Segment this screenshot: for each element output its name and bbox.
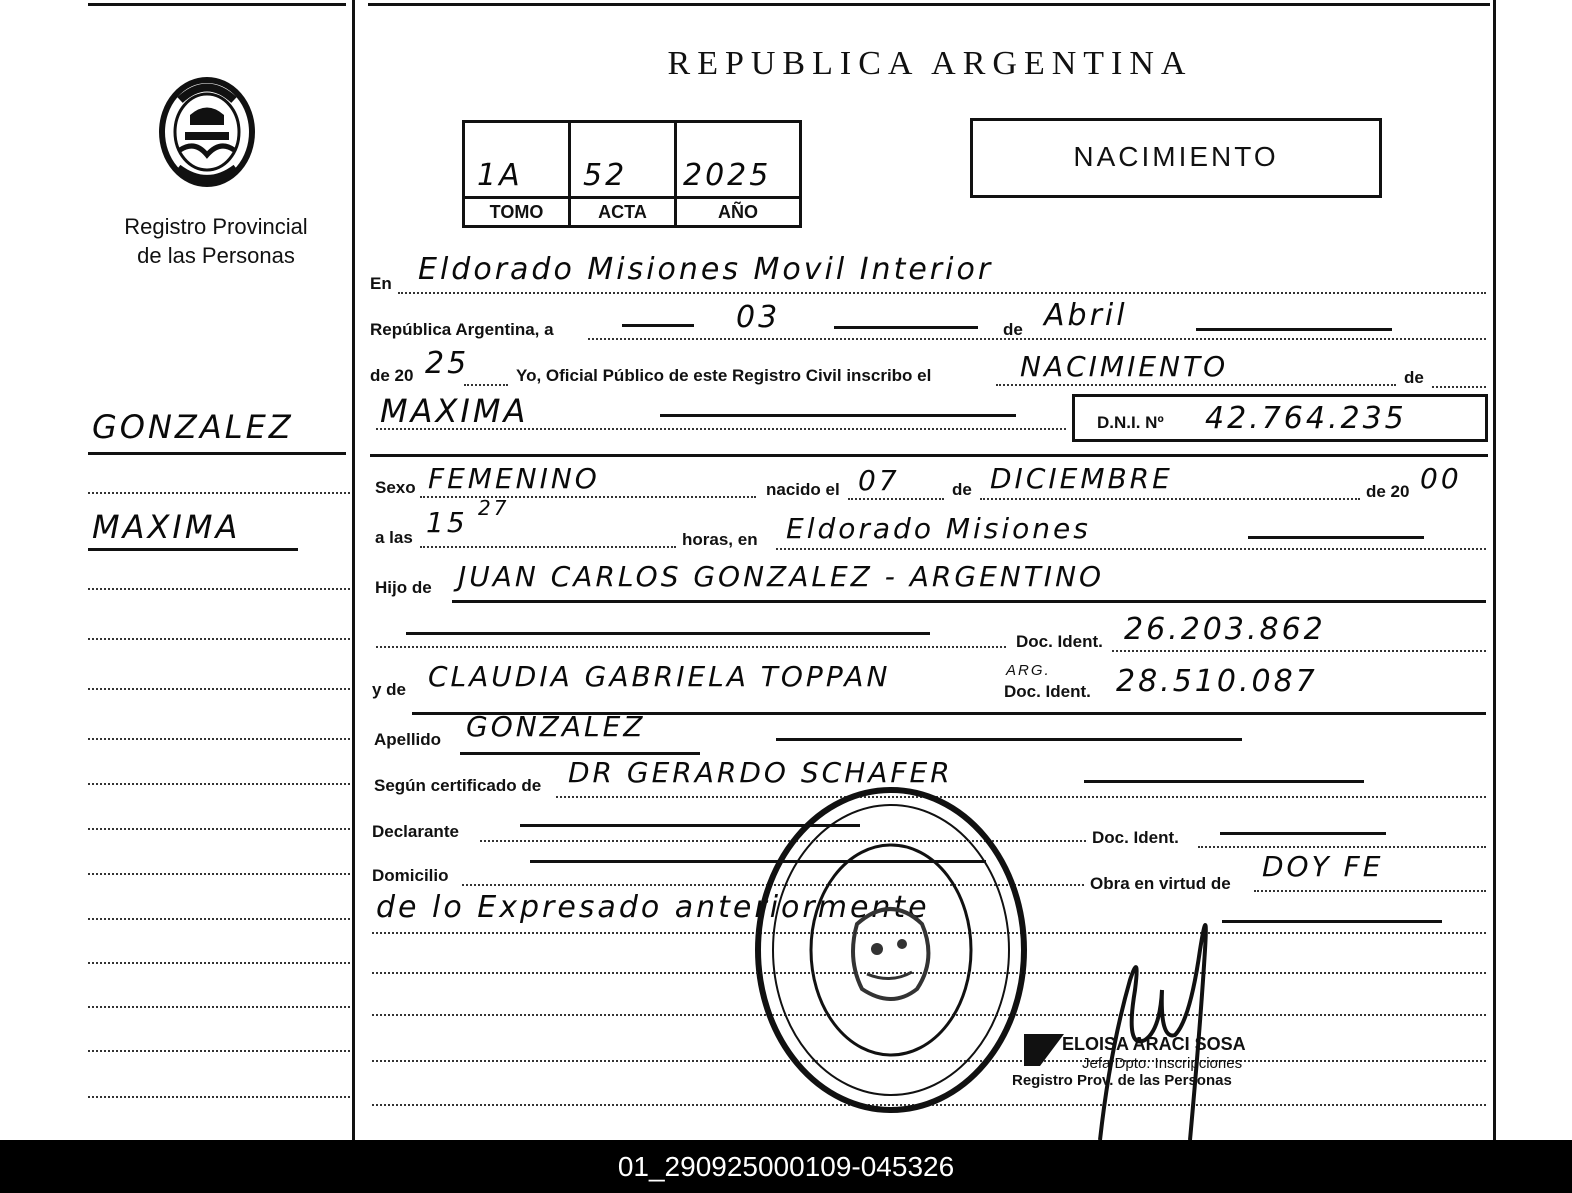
apellido-underline — [460, 752, 700, 755]
cont-dash — [1222, 920, 1442, 923]
mother-doc: 28.510.087 — [1116, 664, 1318, 699]
birth-month-dots — [980, 498, 1360, 500]
margin-dots — [88, 918, 350, 920]
father-value: JUAN CARLOS GONZALEZ - ARGENTINO — [458, 560, 1105, 593]
inscribe-value: NACIMIENTO — [1020, 350, 1229, 383]
yo-label: Yo, Oficial Público de este Registro Civil inscribo el — [516, 366, 932, 385]
signature-stamp — [1012, 1034, 1322, 1089]
birth-year: 00 — [1420, 462, 1462, 495]
divider-line — [352, 0, 355, 1140]
official-stamp-icon — [752, 784, 1030, 1116]
stamp-name: ELOISA ARACI SOSA — [1062, 1034, 1246, 1054]
top-rule-right — [368, 3, 1490, 6]
declarante-label: Declarante — [372, 822, 459, 841]
record-type-box — [970, 118, 1382, 198]
sexo-label: Sexo — [375, 478, 416, 497]
margin-dots — [88, 873, 350, 875]
mother-nat: ARG. — [1006, 662, 1051, 679]
name-dots — [376, 428, 1066, 430]
domicilio-label: Domicilio — [372, 866, 449, 885]
de-label-2: de — [1404, 368, 1424, 387]
alas-label: a las — [375, 528, 413, 547]
de-dots — [1432, 386, 1486, 388]
doc-label: Doc. Ident. — [1016, 632, 1103, 651]
de-label-3: de — [952, 480, 972, 499]
doc-label-3: Doc. Ident. — [1092, 828, 1179, 847]
obra-dots — [1254, 890, 1486, 892]
margin-surname: GONZALEZ — [92, 408, 294, 446]
margin-surname-underline — [88, 452, 346, 455]
yde-label: y de — [372, 680, 407, 699]
apellido-value: GONZALEZ — [466, 710, 646, 743]
republica-label: República Argentina, a — [370, 320, 554, 339]
top-rule-left — [88, 3, 346, 6]
record-box — [462, 120, 802, 228]
month-dash — [1196, 328, 1392, 331]
stamp-org: Registro Prov. de las Personas — [1012, 1072, 1232, 1089]
segun-label: Según certificado de — [374, 776, 542, 795]
stamp-role: Jefa Dpto. Inscripciones — [1082, 1055, 1243, 1072]
anio-label: AÑO — [677, 196, 799, 225]
birth-month: DICIEMBRE — [990, 462, 1173, 495]
hijo-label: Hijo de — [375, 578, 432, 597]
de-label: de — [1003, 320, 1023, 339]
file-id-bar: 01_290925000109-045326 — [0, 1140, 1572, 1193]
hour-dots — [420, 546, 676, 548]
sexo-dots — [420, 496, 756, 498]
provincial-seal-icon — [150, 70, 265, 195]
en-label: En — [370, 274, 392, 293]
section-rule — [370, 454, 1488, 457]
acta-value: 52 — [583, 158, 628, 193]
father-doc: 26.203.862 — [1124, 612, 1326, 647]
obra-label: Obra en virtud de — [1090, 874, 1231, 893]
de20-label: de 20 — [370, 366, 414, 385]
declarante-doc-dash — [1220, 832, 1386, 835]
hour-value: 15 — [426, 506, 468, 539]
signature-icon — [1090, 890, 1230, 1140]
sexo-value: FEMENINO — [428, 462, 600, 495]
dni-label: D.N.I. Nº — [1097, 413, 1164, 432]
tomo-label: TOMO — [465, 196, 568, 225]
record-type: NACIMIENTO — [1073, 141, 1279, 172]
apellido-dash — [776, 738, 1242, 741]
father-doc-value-dots — [1112, 650, 1486, 652]
margin-dots — [88, 783, 350, 785]
acta-label: ACTA — [571, 196, 674, 225]
day-dash-right — [834, 326, 978, 329]
declarante-doc-dots — [1198, 846, 1486, 848]
segun-value: DR GERARDO SCHAFER — [568, 756, 953, 789]
segun-dash — [1084, 780, 1364, 783]
minute-value: 27 — [478, 496, 510, 520]
mother-value: CLAUDIA GABRIELA TOPPAN — [428, 660, 891, 693]
margin-dots — [88, 688, 350, 690]
doc-label-2: Doc. Ident. — [1004, 682, 1091, 701]
year-value: 25 — [425, 346, 470, 381]
dni-value: 42.764.235 — [1205, 401, 1407, 436]
tomo-cell — [465, 123, 571, 225]
father-doc-dots — [376, 646, 1006, 648]
en-value: Eldorado Misiones Movil Interior — [418, 252, 994, 287]
acta-cell — [571, 123, 677, 225]
year-dots — [464, 384, 508, 386]
registry-line1: Registro Provincial — [124, 214, 308, 239]
registry-line2: de las Personas — [137, 243, 295, 268]
de20-label-2: de 20 — [1366, 482, 1410, 501]
margin-dots — [88, 828, 350, 830]
place-dots — [776, 548, 1486, 550]
margin-dots — [88, 1096, 350, 1098]
birth-day-dots — [848, 498, 944, 500]
registry-name — [100, 212, 332, 270]
margin-dots — [88, 738, 350, 740]
day-value: 03 — [736, 300, 781, 335]
anio-cell — [677, 123, 799, 225]
margin-name: MAXIMA — [92, 508, 241, 546]
margin-dots — [88, 1006, 350, 1008]
father-underline — [452, 600, 1486, 603]
dni-box — [1072, 394, 1488, 442]
margin-dots — [88, 588, 350, 590]
country-title: REPUBLICA ARGENTINA — [667, 45, 1193, 82]
margin-dots — [88, 492, 350, 494]
birth-day: 07 — [858, 464, 900, 497]
tomo-value: 1A — [477, 158, 523, 193]
child-name: MAXIMA — [380, 392, 529, 430]
horas-label: horas, en — [682, 530, 758, 549]
inscribe-dots — [996, 384, 1396, 386]
month-value: Abril — [1044, 298, 1128, 333]
place-dash — [1248, 536, 1424, 539]
margin-dots — [88, 638, 350, 640]
obra-value: DOY FE — [1262, 850, 1384, 883]
place-value: Eldorado Misiones — [786, 512, 1091, 545]
republica-dots — [588, 338, 1486, 340]
margin-name-underline — [88, 548, 298, 551]
anio-value: 2025 — [683, 158, 772, 193]
day-dash-left — [622, 324, 694, 327]
obra-continuation: de lo Expresado anteriormente — [376, 890, 930, 925]
margin-dots — [88, 1050, 350, 1052]
margin-dots — [88, 962, 350, 964]
apellido-label: Apellido — [374, 730, 442, 749]
child-name-dash — [660, 414, 1016, 417]
right-border-line — [1493, 0, 1496, 1140]
father-doc-dash — [406, 632, 930, 635]
en-dots — [398, 292, 1486, 294]
nacido-label: nacido el — [766, 480, 840, 499]
